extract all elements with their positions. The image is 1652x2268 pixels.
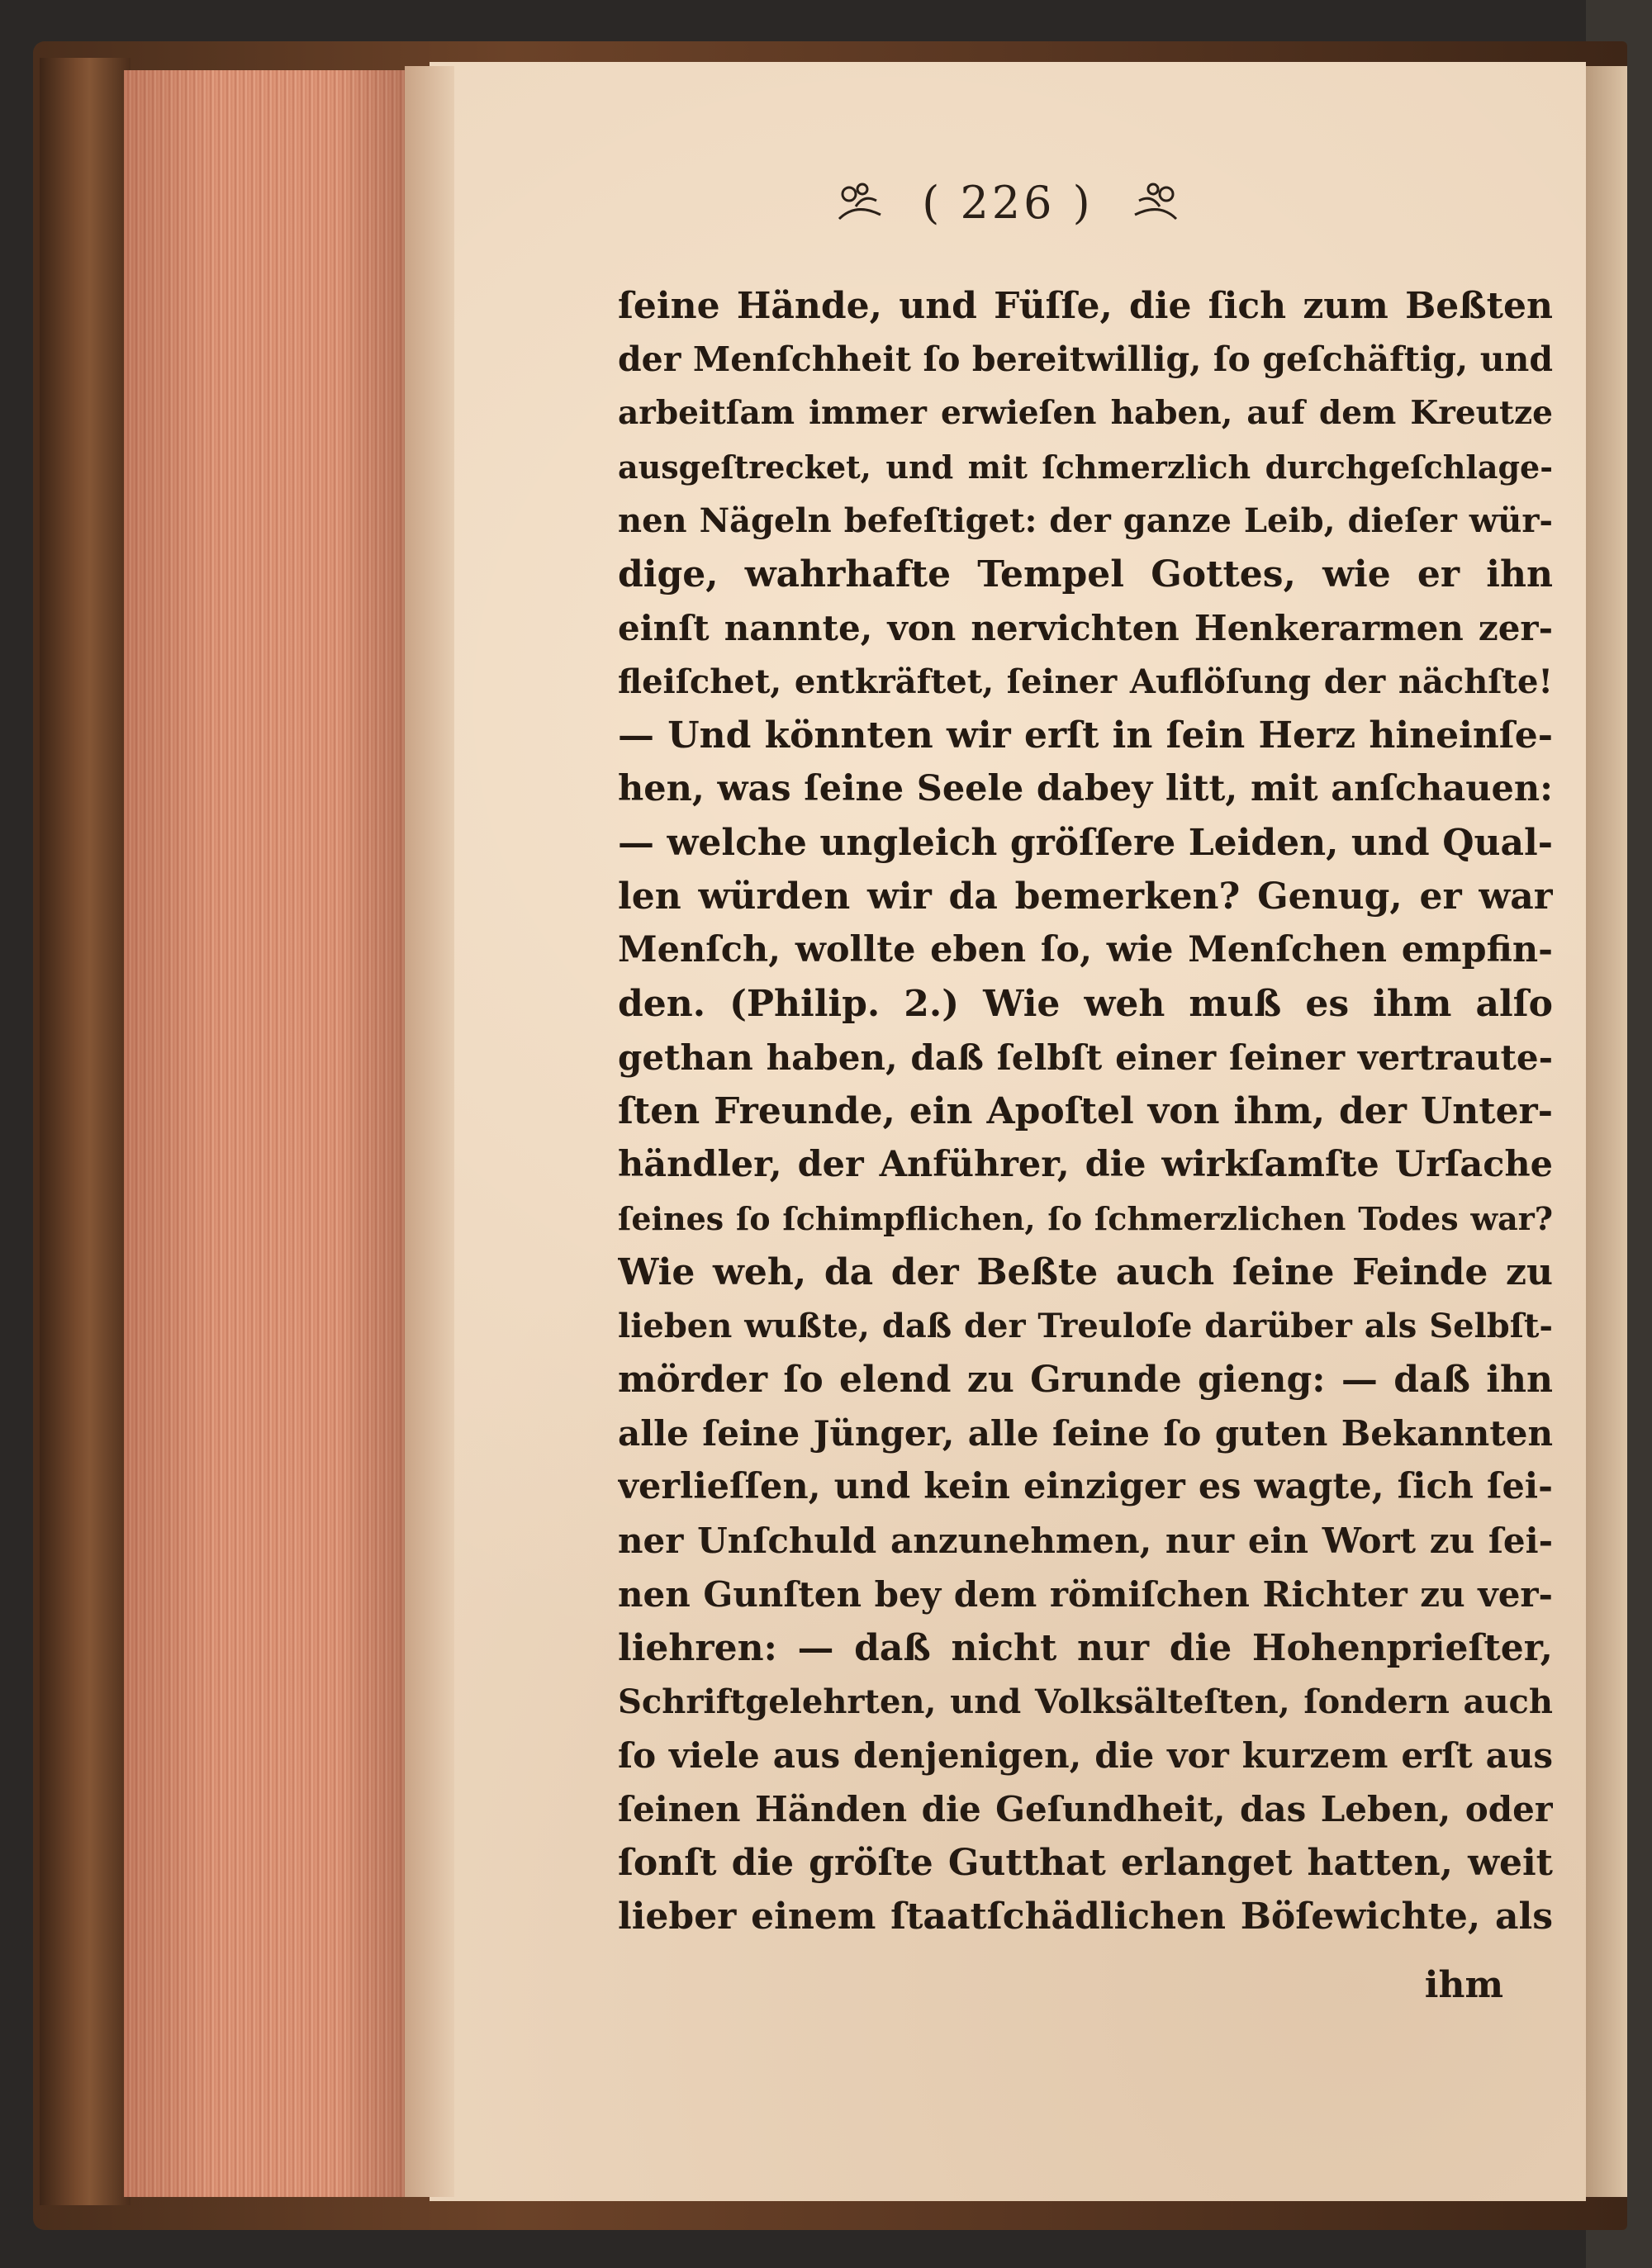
text-line: ſeinen Händen die Geſundheit, das Leben, oder: [618, 1789, 1553, 1829]
text-line: ſeine Hände, und Füſſe, die ſich zum Beßten: [618, 285, 1553, 327]
text-line: einſt nannte, von nervichten Henkerarmen zer-: [618, 608, 1553, 648]
text-line: ſo viele aus denjenigen, die vor kurzem erſt aus: [618, 1735, 1553, 1776]
page-edges: [124, 70, 430, 2197]
page-number: ( 226 ): [922, 176, 1094, 229]
text-line: händler, der Anführer, die wirkſamſte Urſache: [618, 1144, 1553, 1185]
text-line: fleiſchet, entkräftet, ſeiner Auflöſung der nächſte!: [618, 662, 1553, 701]
text-line: — welche ungleich gröſſere Leiden, und Qual-: [618, 822, 1553, 864]
text-line: Wie weh, da der Beßte auch ſeine Feinde zu: [618, 1251, 1553, 1293]
text-line: lieber einem ſtaatſchädlichen Böſewichte, als: [618, 1896, 1553, 1938]
text-line: ſten Freunde, ein Apoſtel von ihm, der Unter-: [618, 1090, 1553, 1132]
floral-ornament-icon: [1118, 178, 1184, 227]
text-line: gethan haben, daß ſelbſt einer ſeiner vertraute-: [618, 1037, 1553, 1078]
text-line: ſonſt die gröſte Gutthat erlanget hatten, weit: [618, 1842, 1553, 1884]
text-line: dige, wahrhafte Tempel Gottes, wie er ihn: [618, 553, 1553, 595]
text-line: arbeitſam immer erwieſen haben, auf dem Kreutze: [618, 394, 1553, 432]
text-line: Menſch, wollte eben ſo, wie Menſchen empfin-: [618, 929, 1553, 970]
text-line: den. (Philip. 2.) Wie weh muß es ihm alſo: [618, 983, 1553, 1025]
text-line: hen, was ſeine Seele dabey litt, mit anſchauen:: [618, 768, 1553, 809]
next-page-edge: [1586, 66, 1627, 2197]
page-gutter: [405, 66, 454, 2197]
text-line: nen Gunſten bey dem römiſchen Richter zu ver-: [618, 1574, 1553, 1615]
text-line: lieben wußte, daß der Treuloſe darüber als Selbſt-: [618, 1307, 1553, 1345]
text-line: verlieſſen, und kein einziger es wagte, ſich ſei-: [618, 1466, 1553, 1507]
text-line: nen Nägeln befeſtiget: der ganze Leib, dieſer wür-: [618, 501, 1553, 540]
text-line: — Und könnten wir erſt in ſein Herz hineinſe-: [618, 714, 1553, 757]
floral-ornament-icon: [831, 178, 897, 227]
body-text: [618, 279, 1553, 1943]
text-line: ner Unſchuld anzunehmen, nur ein Wort zu ſei-: [618, 1521, 1553, 1561]
catchword: ihm: [1424, 1964, 1503, 2006]
text-line: Schriftgelehrten, und Volksälteſten, ſondern auch: [618, 1682, 1553, 1721]
text-line: len würden wir da bemerken? Genug, er war: [618, 875, 1553, 918]
text-line: ſeines ſo ſchimpflichen, ſo ſchmerzlichen Todes war?: [618, 1200, 1553, 1237]
page-header: [430, 165, 1586, 240]
text-line: ausgeſtrecket, und mit ſchmerzlich durchgeſchlage-: [618, 448, 1553, 486]
text-line: alle ſeine Jünger, alle ſeine ſo guten Bekannten: [618, 1413, 1553, 1454]
text-line: liehren: — daß nicht nur die Hohenprieſter,: [618, 1627, 1553, 1669]
text-line: der Menſchheit ſo bereitwillig, ſo geſchäftig, und: [618, 339, 1553, 379]
book-spine: [40, 58, 131, 2205]
text-line: mörder ſo elend zu Grunde gieng: — daß ihn: [618, 1359, 1553, 1401]
